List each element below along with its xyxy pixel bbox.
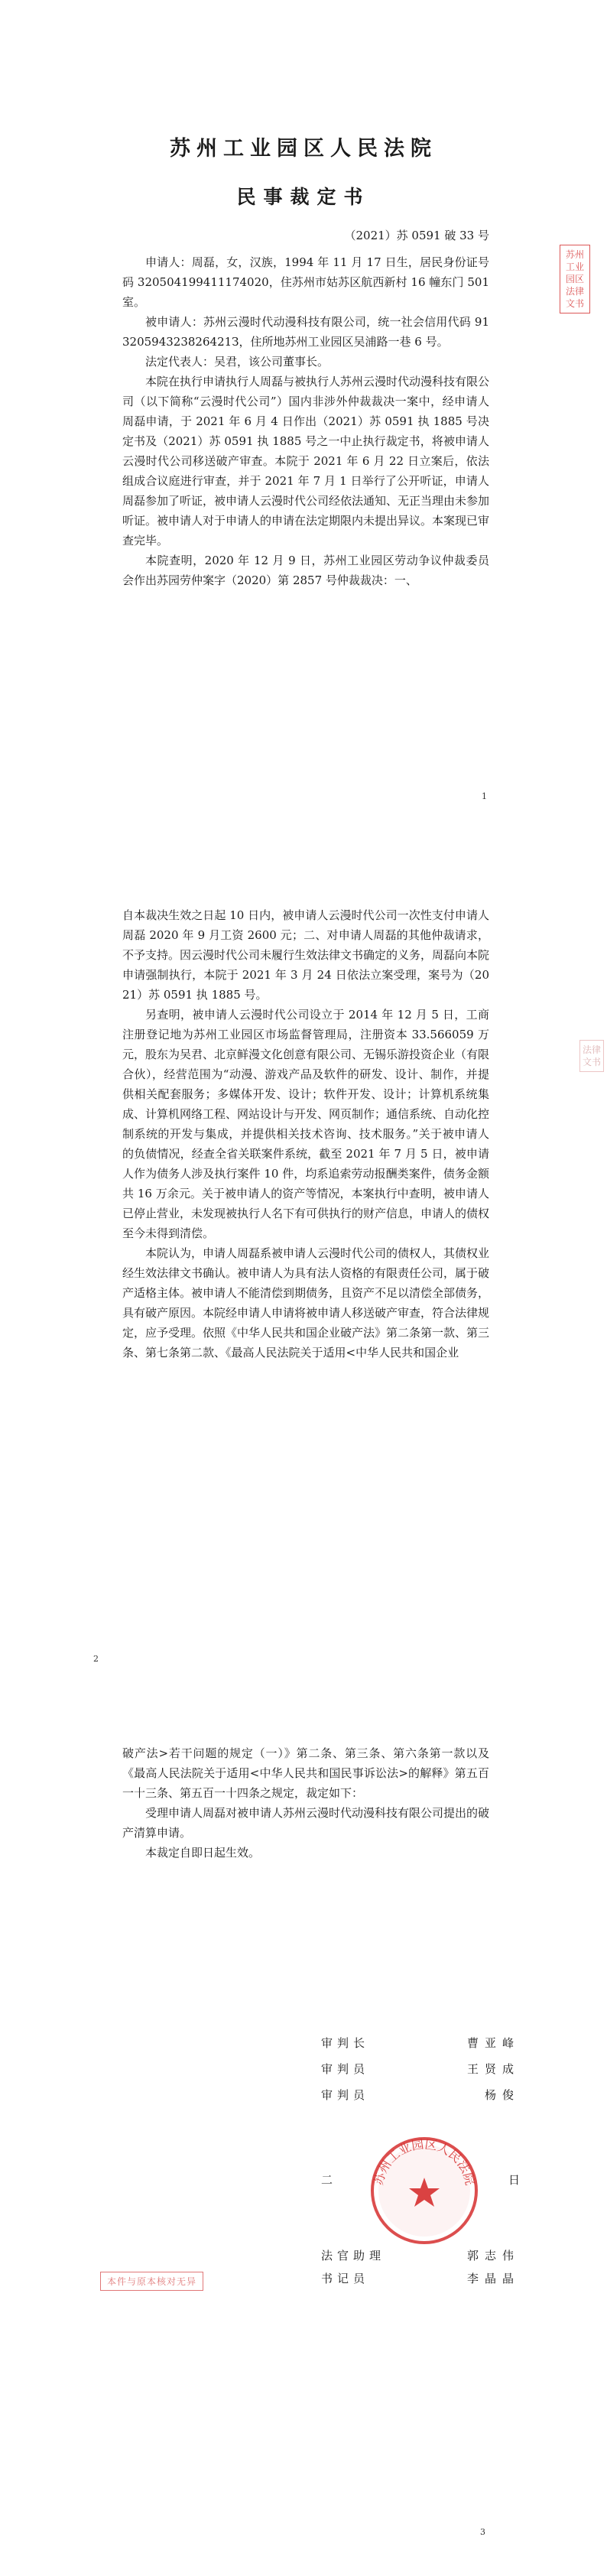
clerk-name: 李晶晶 <box>466 2272 520 2285</box>
judge-name: 曹亚峰 <box>466 2036 520 2050</box>
side-stamp-1-text: 苏州工业园区法律文书 <box>565 249 584 309</box>
judges-signature-block <box>321 2030 520 2108</box>
effective-paragraph: 本裁定自即日起生效。 <box>145 1846 261 1860</box>
page-number-3: 3 <box>480 2527 485 2537</box>
respondent-paragraph: 被申请人：苏州云漫时代动漫科技有限公司，统一社会信用代码 91320594323826421З，住所地苏州工业园区吴浦路一巷 6 号。 <box>122 315 489 349</box>
judge-row <box>321 2030 520 2056</box>
judge-role: 审判长 <box>321 2036 370 2050</box>
ruling-paragraph: 受理申请人周磊对被申请人苏州云漫时代动漫科技有限公司提出的破产清算申请。 <box>122 1806 490 1840</box>
clerk-role: 法官助理 <box>321 2249 386 2263</box>
judge-name: 王贤成 <box>466 2062 520 2076</box>
clerks-signature-block <box>321 2244 520 2290</box>
document-title: 民事裁定书 <box>236 186 371 208</box>
procedure-paragraph: 本院在执行申请执行人周磊与被执行人苏州云漫时代动漫科技有限公司（以下简称“云漫时代公司”）国内非涉外仲裁裁决一案中，经申请人周磊申请，于 2021 年 6 月 4 日作出（2021）苏 0591 执 1885 号决定书及（2021）苏 0591 执 1885 号之一中止执行裁定书，将被申请人云漫时代公司移送破产审查。本院于 2021 年 6 月 22 日立案后，依法组成合议庭进行审查，并于 2021 年 7 月 1 日举行了公开听证，申请人周磊参加了听证，被申请人云漫时代公司经依法通知、无正当理由未参加听证。被申请人对于申请人的申请在法定期限内未提出异议。本案现已审查完毕。 <box>122 375 490 547</box>
legal-rep-paragraph: 法定代表人：吴君，该公司董事长。 <box>145 355 329 369</box>
judge-name: 杨俊 <box>484 2088 520 2102</box>
judge-role: 审判员 <box>321 2088 370 2102</box>
further-facts-paragraph: 另查明，被申请人云漫时代公司设立于 2014 年 12 月 5 日，工商注册登记地为苏州工业园区市场监督管理局，注册资本 33.566059 万元，股东为吴君、北京鲜漫文化创意有限公司、无锡乐游投资企业（有限合伙），经营范围为“动漫、游戏产品及软件的研发、设计、制作，并提供相关配套服务；多媒体开发、设计；软件开发、设计；计算机系统集成、计算机网络工程、网站设计与开发、网页制作；通信系统、自动化控制系统的开发与集成，并提供相关技术咨询、技术服务。”关于被申请人的负债情况，经查全省关联案件系统，截至 2021 年 7 月 5 日，被申请人作为债务人涉及执行案件 10 件，均系追索劳动报酬类案件，债务金额共 16 万余元。关于被申请人的资产等情况，本案执行中查明，被申请人已停止营业，未发现被执行人名下有可供执行的财产信息，申请人的债权至今未得到清偿。 <box>122 1008 490 1240</box>
page1-body <box>122 252 489 590</box>
document-page-1 <box>0 0 607 856</box>
page-number-2: 2 <box>93 1654 99 1664</box>
copy-verification-stamp: 本件与原本核对无异 <box>100 2272 203 2291</box>
side-stamp-2 <box>579 1040 604 1072</box>
ruling-continuation-paragraph: 自本裁决生效之日起 10 日内，被申请人云漫时代公司一次性支付申请人周磊 2020 年 9 月工资 2600 元；二、对申请人周磊的其他仲裁请求，不予支持。因云漫时代公司未履行生效法律文书确定的义务，周磊向本院申请强制执行，本院于 2021 年 3 月 24 日依法立案受理，案号为（2021）苏 0591 执 1885 号。 <box>122 908 490 1002</box>
clerk-row <box>321 2244 520 2267</box>
clerk-row <box>321 2267 520 2290</box>
side-stamp-1 <box>560 245 590 313</box>
court-opinion-paragraph: 本院认为，申请人周磊系被申请人云漫时代公司的债权人，其债权业经生效法律文书确认。被申请人为具有法人资格的有限责任公司，属于破产适格主体。被申请人不能清偿到期债务，且资产不足以清偿全部债务，具有破产原因。本院经申请人申请将被申请人移送破产审查，符合法律规定，应予受理。依照《中华人民共和国企业破产法》第二条第一款、第三条、第七条第二款、《最高人民法院关于适用<中华人民共和国企业 <box>122 1246 490 1359</box>
seal-text: 苏州工业园区人民法院 <box>371 2136 478 2187</box>
judge-row <box>321 2056 520 2082</box>
side-stamp-2-text: 法律文书 <box>582 1044 601 1067</box>
page3-body <box>122 1743 489 1863</box>
document-page-2 <box>0 856 607 1728</box>
court-title: 苏州工业园区人民法院 <box>170 137 437 161</box>
judge-role: 审判员 <box>321 2062 370 2076</box>
page-number-1: 1 <box>482 791 487 801</box>
clerk-name: 郭志伟 <box>466 2249 520 2263</box>
document-page-3 <box>0 1728 607 2576</box>
date-line-start: 二 <box>321 2173 333 2187</box>
case-number: （2021）苏 0591 破 33 号 <box>344 229 489 242</box>
page2-body <box>122 905 489 1363</box>
judge-row <box>321 2082 520 2108</box>
facts-paragraph: 本院查明，2020 年 12 月 9 日，苏州工业园区劳动争议仲裁委员会作出苏园劳仲案字（2020）第 2857 号仲裁裁决：一、 <box>122 554 489 587</box>
legal-basis-paragraph: 破产法>若干问题的规定（一）》第二条、第三条、第六条第一款以及《最高人民法院关于适用<中华人民共和国民事诉讼法>的解释》第五百一十三条、第五百一十四条之规定，裁定如下： <box>122 1746 489 1800</box>
date-line-end: 日 <box>508 2173 520 2187</box>
court-seal <box>367 2133 482 2248</box>
clerk-role: 书记员 <box>321 2272 370 2285</box>
applicant-paragraph: 申请人：周磊，女，汉族，1994 年 11 月 17 日生，居民身份证号码 320504199411174020，住苏州市姑苏区航西新村 16 幢东门 501 室。 <box>122 255 489 309</box>
